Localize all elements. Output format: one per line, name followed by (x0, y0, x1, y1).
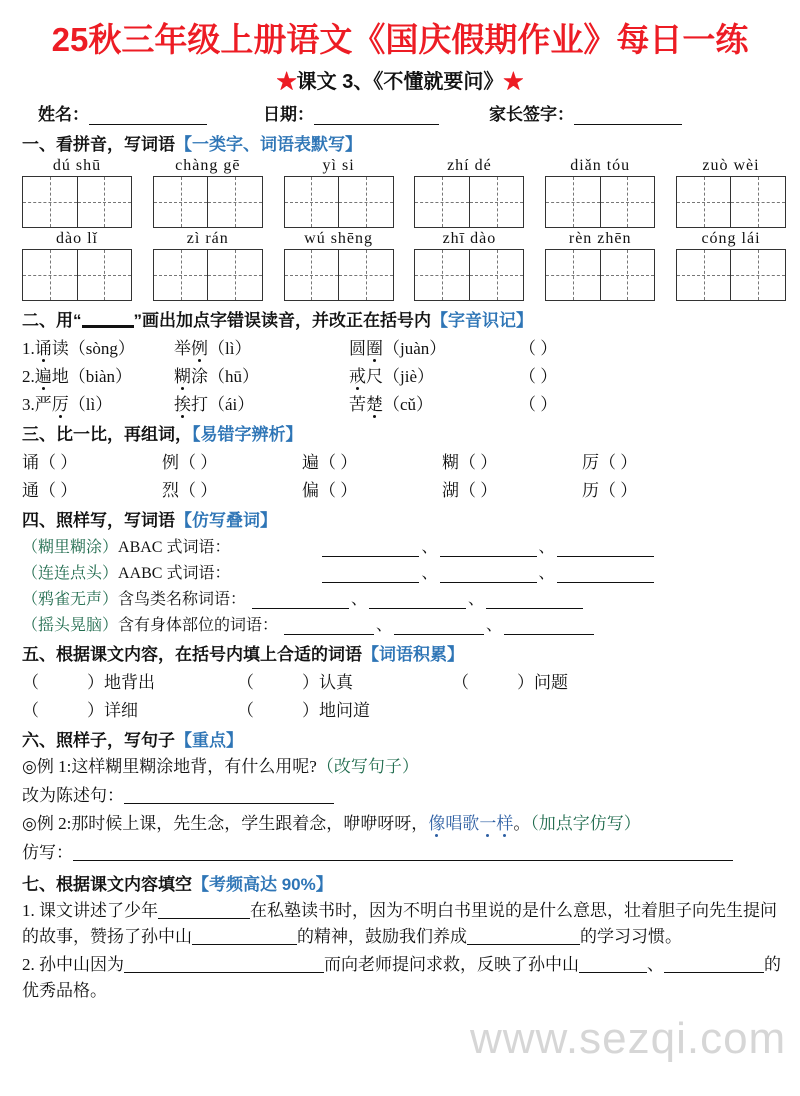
dotted-char: 糊 (174, 367, 191, 386)
item (174, 390, 349, 415)
separator: 、 (468, 591, 485, 608)
star-icon-left: ★ (276, 71, 297, 93)
separator: 、 (351, 591, 368, 608)
item (174, 334, 349, 359)
example-2-text-b: 。 (513, 814, 531, 833)
section-3-heading (0, 420, 800, 445)
tianzige-box[interactable] (414, 249, 524, 301)
pinyin-row-1 (18, 157, 790, 228)
date-input-line[interactable] (314, 109, 439, 125)
dotted-char: 遍 (34, 367, 52, 386)
fill-item-label: 认真 (319, 673, 353, 692)
word-blank[interactable]: 通（ ） (22, 481, 78, 500)
example-word-text: （连连点头） (22, 565, 119, 582)
separator: 、 (538, 539, 555, 556)
prompt-text: 含鸟类名称词语： (118, 591, 247, 608)
example-2-line (0, 811, 800, 837)
pinyin-grid-block (0, 157, 800, 301)
item (174, 362, 349, 387)
section-6-tag: 【重点】 (175, 731, 243, 750)
pinyin-label: yì si (322, 157, 355, 174)
answer-parens[interactable]: （ ） (519, 339, 558, 358)
section-2-row (0, 362, 800, 387)
item-pinyin: （hū） (208, 367, 259, 386)
prompt-text: AABC 式词语： (118, 565, 231, 582)
q1-text-c: 的精神，鼓励我们养成 (297, 926, 467, 946)
separator: 、 (376, 617, 393, 634)
section-2-row (0, 390, 800, 415)
fill-item-label: 详细 (104, 701, 138, 720)
item-pinyin: （ái） (208, 395, 255, 414)
pinyin-label: wú shēng (304, 230, 374, 247)
date-label: 日期： (263, 105, 314, 124)
separator: 、 (538, 565, 555, 582)
name-input-line[interactable] (89, 109, 207, 125)
word-blank[interactable]: 烈（ ） (162, 481, 218, 500)
fill-item[interactable]: （ ）地背出 (22, 673, 155, 692)
blank-line[interactable] (369, 593, 466, 609)
pinyin-cell (672, 157, 790, 228)
separator: 、 (486, 617, 503, 634)
item-pre: 严 (34, 395, 52, 414)
section-7-heading (0, 870, 800, 895)
tianzige-box[interactable] (545, 249, 655, 301)
answer-blanks (252, 586, 583, 609)
fill-item[interactable]: （ ）详细 (22, 701, 138, 720)
example-2-text-a: 那时候上课，先生念，学生跟着念，咿咿呀呀， (71, 814, 429, 833)
item-pinyin: （juàn） (383, 339, 447, 358)
section-3-row-2 (0, 476, 800, 501)
signature-label: 家长签字： (489, 105, 574, 124)
item-number: 1. (22, 339, 35, 358)
pinyin-cell (149, 230, 267, 301)
prompt-text: 含有身体部位的词语： (118, 617, 279, 634)
lesson-subtitle (0, 65, 800, 94)
section-5-row-2 (0, 696, 800, 721)
fill-item[interactable]: （ ）问题 (452, 673, 568, 692)
blank-line[interactable] (284, 619, 374, 635)
fill-item-label: 问题 (534, 673, 568, 692)
example-word (22, 534, 230, 557)
watermark: www.sezqi.com (470, 1014, 787, 1063)
separator: 、 (421, 539, 438, 556)
word-blank[interactable]: 遍（ ） (302, 453, 358, 472)
pinyin-label: cóng lái (701, 230, 761, 247)
pinyin-label: dú shū (52, 157, 102, 174)
pinyin-label: zuò wèi (702, 157, 760, 174)
section-7-tag: 【考频高达 90%】 (192, 875, 333, 894)
example-2-highlight: 像唱歌一样 (428, 814, 514, 833)
example-1-note: （改写句子） (316, 757, 419, 776)
section-4-row (0, 586, 800, 609)
tianzige-box[interactable] (22, 249, 132, 301)
example-2-marker: ◎例 2: (22, 814, 72, 833)
q1-text-a: 1. 课文讲述了少年 (22, 901, 158, 920)
example-word-text: （摇头晃脑） (22, 617, 119, 634)
page-title: 25秋三年级上册语文《国庆假期作业》每日一练 (51, 21, 749, 58)
q2-blank-2[interactable] (579, 958, 647, 973)
name-field[interactable] (38, 100, 207, 125)
item-post: 读 (51, 339, 69, 358)
pinyin-label: zhí dé (447, 157, 492, 174)
fill-item-label: 地问道 (319, 701, 370, 720)
word-blank[interactable]: 历（ ） (582, 481, 638, 500)
question-1 (0, 898, 800, 949)
word-blank[interactable]: 诵（ ） (22, 453, 78, 472)
item (22, 390, 174, 415)
tianzige-box[interactable] (676, 176, 786, 228)
item-pre: 苦 (349, 395, 366, 414)
q1-blank-3[interactable] (467, 930, 580, 945)
item-pinyin: （lì） (68, 395, 113, 414)
blank-line[interactable] (504, 619, 594, 635)
pinyin-cell (672, 230, 790, 301)
item (349, 390, 519, 415)
tianzige-box[interactable] (22, 176, 132, 228)
item-post: 尺 (366, 367, 383, 386)
tianzige-box[interactable] (545, 176, 655, 228)
section-1-heading (0, 130, 800, 155)
section-4-heading (0, 506, 800, 531)
underline-demo-icon (82, 314, 134, 328)
answer-blanks (322, 534, 653, 557)
tianzige-box[interactable] (284, 249, 394, 301)
section-6-heading (0, 726, 800, 751)
blank-line[interactable] (322, 541, 419, 557)
pinyin-cell (280, 157, 398, 228)
pinyin-label: zì rán (186, 230, 229, 247)
blank-line[interactable] (252, 593, 349, 609)
blank-line[interactable] (486, 593, 583, 609)
dotted-char: 挨 (174, 395, 191, 414)
rewrite-label: 改为陈述句： (22, 785, 124, 805)
question-2 (0, 952, 800, 1003)
item-post: 打 (191, 395, 208, 414)
star-icon-right: ★ (503, 71, 524, 93)
section-4-row (0, 560, 800, 583)
imitate-line (0, 840, 800, 866)
q2-text-b: 而向老师提问求救，反映了孙中山 (324, 955, 579, 974)
dotted-char: 厉 (51, 395, 69, 414)
dotted-char: 诵 (34, 339, 52, 358)
section-1-title: 一、看拼音，写词语 (22, 135, 175, 154)
pinyin-row-2 (18, 230, 790, 301)
imitate-label: 仿写： (22, 842, 73, 862)
item-pinyin: （biàn） (68, 367, 133, 386)
name-label: 姓名： (38, 105, 89, 124)
answer-parens[interactable]: （ ） (519, 395, 558, 414)
section-2-items (0, 334, 800, 415)
section-3-row-1 (0, 448, 800, 473)
pinyin-cell (410, 157, 528, 228)
pinyin-cell (18, 157, 136, 228)
q1-text-d: 的学习习惯。 (580, 926, 682, 946)
example-1-text: 这样糊里糊涂地背，有什么用呢? (71, 757, 317, 776)
example-1-line (0, 754, 800, 780)
pinyin-cell (149, 157, 267, 228)
section-5-heading (0, 640, 800, 665)
rewrite-input-line[interactable] (124, 789, 334, 804)
signature-field[interactable] (489, 100, 682, 125)
item (22, 334, 174, 359)
blank-line[interactable] (440, 541, 537, 557)
word-blank[interactable]: 厉（ ） (582, 453, 638, 472)
blank-line[interactable] (557, 567, 654, 583)
example-word-text: （糊里糊涂） (22, 539, 119, 556)
item-pinyin: （lì） (208, 339, 252, 358)
word-blank[interactable]: 例（ ） (162, 453, 218, 472)
example-word-text: （鸦雀无声） (22, 591, 119, 608)
q1-blank-1[interactable] (158, 904, 250, 919)
section-2-title-a: 二、用“ (22, 311, 82, 330)
section-5-title: 五、根据课文内容，在括号内填上合适的词语 (22, 645, 362, 664)
pinyin-label: zhī dào (442, 230, 497, 247)
pinyin-label: rèn zhēn (568, 230, 632, 247)
word-blank[interactable]: 偏（ ） (302, 481, 358, 500)
imitate-input-line[interactable] (73, 846, 733, 861)
section-5-row-1 (0, 668, 800, 693)
prompt-text: ABAC 式词语： (118, 539, 231, 556)
tianzige-box[interactable] (414, 176, 524, 228)
separator: 、 (421, 565, 438, 582)
blank-line[interactable] (440, 567, 537, 583)
answer-parens[interactable]: （ ） (519, 367, 558, 386)
dotted-char: 圈 (366, 339, 383, 358)
section-5-tag: 【词语积累】 (362, 645, 464, 664)
item (349, 334, 519, 359)
student-info-row (0, 100, 800, 125)
pinyin-label: chàng gē (175, 157, 241, 174)
section-3-title: 三、比一比，再组词， (22, 425, 192, 444)
blank-line[interactable] (557, 541, 654, 557)
q1-text-b: 在私塾读书时，因为不明白书里说的是什么意思，壮着胆子向先生提问的故事，赞扬了孙中山 (22, 901, 777, 946)
section-2-row (0, 334, 800, 359)
pinyin-cell (280, 230, 398, 301)
item (22, 362, 174, 387)
section-1-tag: 【一类字、词语表默写】 (175, 135, 362, 154)
item-pinyin: （sòng） (68, 339, 135, 358)
worksheet-page (0, 14, 800, 1096)
tianzige-box[interactable] (153, 249, 263, 301)
q2-text-d: 的优秀品格。 (22, 955, 781, 1000)
tianzige-box[interactable] (153, 176, 263, 228)
example-1-marker: ◎例 1: (22, 757, 72, 776)
q2-blank-3[interactable] (664, 958, 764, 973)
q1-blank-2[interactable] (192, 930, 297, 945)
fill-item[interactable]: （ ）认真 (237, 673, 353, 692)
item-post: 地 (51, 367, 69, 386)
section-4-tag: 【仿写叠词】 (175, 511, 277, 530)
section-2-heading (0, 306, 800, 331)
answer-blanks (284, 612, 594, 635)
signature-input-line[interactable] (574, 109, 682, 125)
pinyin-cell (410, 230, 528, 301)
rewrite-line (0, 783, 800, 809)
item-pre: 举 (174, 339, 191, 358)
section-4-row (0, 534, 800, 557)
dotted-char: 例 (191, 339, 208, 358)
word-blank[interactable]: 糊（ ） (442, 453, 498, 472)
q2-blank-1[interactable] (124, 958, 324, 973)
item-number: 2. (22, 367, 35, 386)
date-field[interactable] (263, 100, 439, 125)
section-4-row (0, 612, 800, 635)
q2-text-c: 、 (647, 955, 664, 974)
item (349, 362, 519, 387)
section-2-title-b: ”画出加点字错误读音，并改正在括号内 (133, 311, 431, 330)
item-post: 涂 (191, 367, 208, 386)
section-7-title: 七、根据课文内容填空 (22, 875, 192, 894)
item-pre: 圆 (349, 339, 366, 358)
section-2-tag: 【字音识记】 (431, 311, 533, 330)
section-4-title: 四、照样写，写词语 (22, 511, 175, 530)
section-3-tag: 【易错字辨析】 (192, 425, 303, 444)
fill-item-label: 地背出 (104, 673, 155, 692)
example-2-note: （加点字仿写） (530, 814, 641, 833)
section-6-title: 六、照样子，写句子 (22, 731, 175, 750)
pinyin-cell (541, 157, 659, 228)
dotted-char: 楚 (366, 395, 383, 414)
blank-line[interactable] (322, 567, 419, 583)
answer-blanks (322, 560, 653, 583)
tianzige-box[interactable] (284, 176, 394, 228)
pinyin-label: diǎn tóu (570, 157, 631, 174)
lesson-subtitle-text: 课文 3、《不懂就要问》 (296, 71, 504, 93)
pinyin-cell (541, 230, 659, 301)
fill-item[interactable]: （ ）地问道 (237, 701, 370, 720)
pinyin-label: dào lǐ (56, 230, 98, 247)
blank-line[interactable] (394, 619, 484, 635)
dotted-char: 戒 (349, 367, 366, 386)
example-word (22, 612, 278, 635)
example-word (22, 586, 246, 609)
word-blank[interactable]: 湖（ ） (442, 481, 498, 500)
q2-text-a: 2. 孙中山因为 (22, 955, 124, 974)
pinyin-cell (18, 230, 136, 301)
item-pinyin: （jiè） (383, 367, 434, 386)
tianzige-box[interactable] (676, 249, 786, 301)
item-pinyin: （cǔ） (383, 395, 434, 414)
example-word (22, 560, 230, 583)
item-number: 3. (22, 395, 35, 414)
